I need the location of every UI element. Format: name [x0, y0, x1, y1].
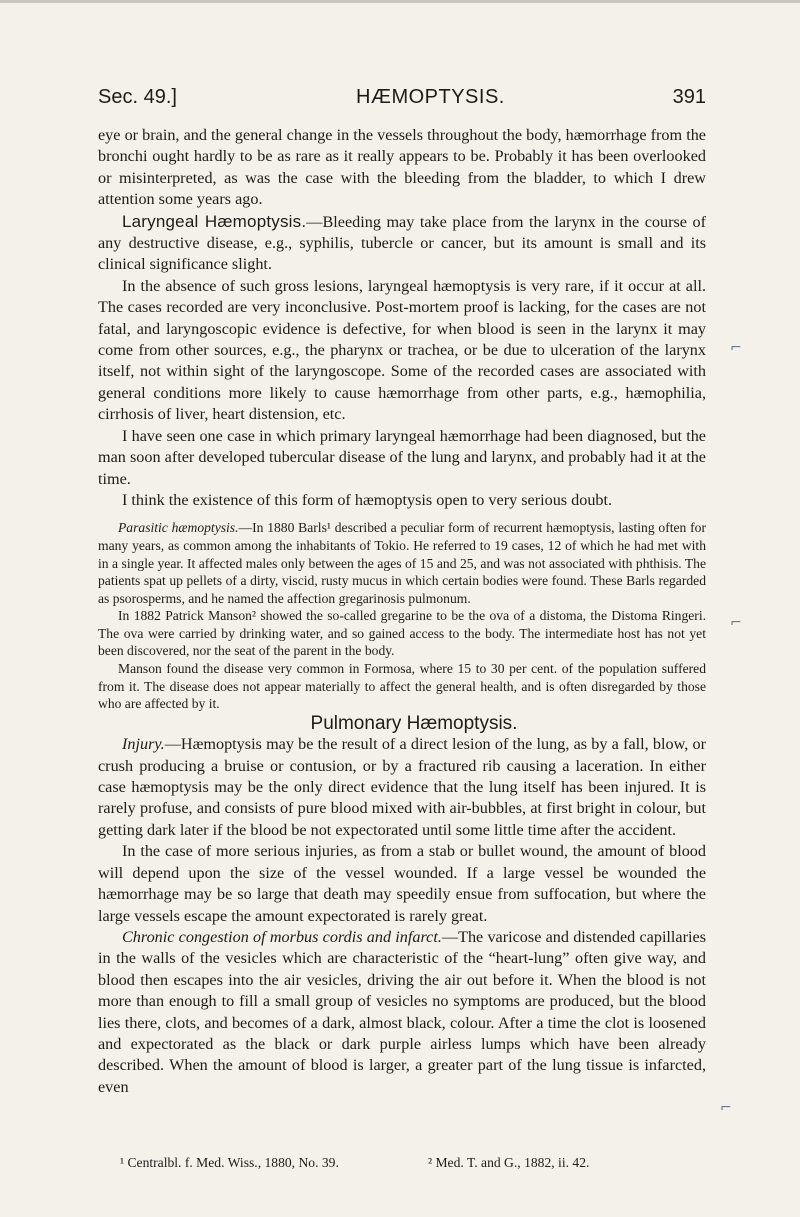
- page-title: HÆMOPTYSIS.: [356, 86, 505, 108]
- running-head: [98, 86, 706, 112]
- body-text: [98, 125, 706, 1098]
- margin-pencil-mark: ⌐: [730, 340, 742, 356]
- run-in-italic: Injury.: [122, 735, 165, 754]
- run-in-heading: Laryngeal Hæmoptysis.: [122, 211, 307, 231]
- paragraph: In the case of more serious injuries, as from a stab or bullet wound, the amount of blood will depend upon the size of the vessel wounded. If a large vessel be wounded the hæmorrhage may be so large that death may speedily ensue from suffocation, but where the large vessels escape the amount expectorated is rarely great.: [98, 842, 706, 925]
- paragraph: In the absence of such gross lesions, laryngeal hæmoptysis is very rare, if it occur at all. The cases recorded are very inconclusive. Post-mortem proof is lacking, for the cases are not fatal, and laryngoscopic evidence is defective, for when blood is seen in the larynx it may come from other sources, e.g., the pharynx or trachea, or be due to ulceration of the larynx itself, not within sight of the laryngoscope. Some of the recorded cases are associated with general conditions more likely to cause hæmorrhage from other parts, e.g., hæmophilia, cirrhosis of liver, heart distension, etc.: [98, 276, 706, 424]
- paragraph: [98, 927, 706, 1098]
- small-paragraph: [98, 519, 706, 607]
- paragraph: I think the existence of this form of hæmoptysis open to very serious doubt.: [122, 490, 613, 509]
- footnote-2: ² Med. T. and G., 1882, ii. 42.: [428, 1155, 590, 1170]
- paragraph: eye or brain, and the general change in the vessels throughout the body, hæmorrhage from the bronchi ought hardly to be as rare as it really appears to be. Probably it has been overlooked or misinterpreted, as was the case with the bleeding from the bladder, to which I drew attention some years ago.: [98, 126, 706, 209]
- paragraph: [98, 734, 706, 841]
- section-number: Sec. 49.]: [98, 86, 177, 108]
- small-print-block: [98, 519, 706, 713]
- paragraph-text: —Hæmoptysis may be the result of a direct lesion of the lung, as by a fall, blow, or crush producing a bruise or contusion, or by a fractured rib causing a laceration. In either case hæmoptysis may be the only direct evidence that the lung itself has been injured. It is rarely profuse, and consists of pure blood mixed with air-bubbles, at first bright in colour, but getting dark later if the blood be not expectorated until some little time after the accident.: [98, 735, 706, 839]
- small-paragraph: Manson found the disease very common in Formosa, where 15 to 30 per cent. of the population suffered from it. The disease does not appear materially to affect the general health, and is often disregarded by those who are affected by it.: [98, 661, 706, 712]
- margin-pencil-mark: ⌐: [720, 1100, 732, 1116]
- paragraph-text: —The varicose and distended capillaries in the walls of the vesicles which are characteristic of the “heart-lung” often give way, and blood then escapes into the air vesicles, driving the air out before it. When the blood is not more than enough to fill a small group of vesicles no symptoms are produced, but the blood lies there, clots, and becomes of a dark, almost black, colour. After a time the clot is loosened and expectorated as the black or dark purple airless lumps which have been already described. When the amount of blood is larger, a greater part of the lung tissue is infarcted, even: [98, 927, 706, 1096]
- small-paragraph-text: —In 1880 Barls¹ described a peculiar form of recurrent hæmoptysis, lasting often for many years, as common among the inhabitants of Tokio. He referred to 19 cases, 12 of which he had met with in a single year. It affected males only between the ages of 15 and 25, and was not associated with phthisis. The patients spat up pellets of a dirty, viscid, rusty mucus in which certain bodies were found. These Barls regarded as psorosperms, and he named the affection gregarinosis pulmonum.: [98, 520, 706, 606]
- page-number: 391: [672, 86, 706, 108]
- footnote-1: ¹ Centralbl. f. Med. Wiss., 1880, No. 39.: [120, 1155, 339, 1170]
- paragraph-laryngeal: [98, 211, 706, 276]
- margin-pencil-mark: ⌐: [730, 615, 742, 631]
- paragraph-text: —Bleeding may take place from the larynx in the course of any destructive disease, e.g., syphilis, tubercle or cancer, but its amount is small and its clinical significance slight.: [98, 212, 706, 274]
- scan-edge: [0, 0, 800, 3]
- run-in-italic: Parasitic hæmoptysis.: [118, 520, 239, 536]
- run-in-italic: Chronic congestion of morbus cordis and infarct.: [122, 927, 442, 946]
- paragraph: I have seen one case in which primary laryngeal hæmorrhage had been diagnosed, but the man soon after developed tubercular disease of the lung and larynx, and probably had it at the time.: [98, 426, 706, 488]
- small-paragraph: In 1882 Patrick Manson² showed the so-called gregarine to be the ova of a distoma, the Distoma Ringeri. The ova were carried by drinking water, and so gained access to the body. The intermediate host has not yet been discovered, nor the seat of the parent in the body.: [98, 608, 706, 659]
- section-heading: Pulmonary Hæmoptysis.: [310, 712, 518, 734]
